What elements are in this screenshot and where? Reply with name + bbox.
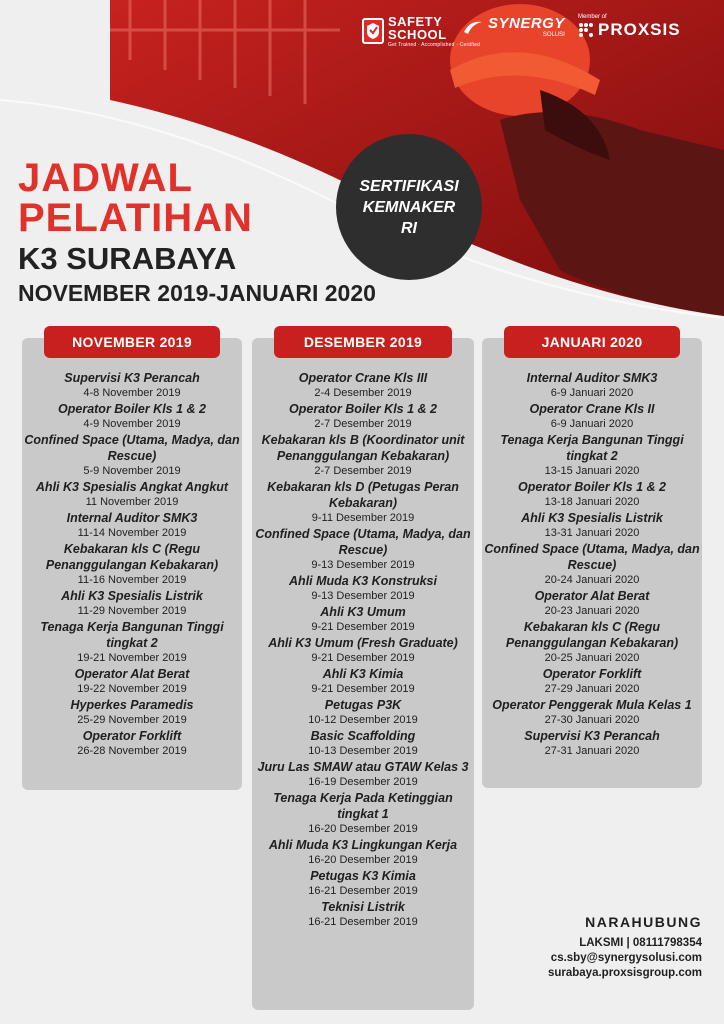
course-date: 20-24 Januari 2020 bbox=[544, 574, 640, 586]
schedule-item bbox=[252, 604, 474, 634]
schedule-item bbox=[252, 432, 474, 478]
safety-school-badge-icon bbox=[362, 18, 384, 44]
course-name: Internal Auditor SMK3 bbox=[526, 371, 658, 385]
course-name: Confined Space (Utama, Madya, dan Rescue) bbox=[255, 527, 471, 557]
schedule-item bbox=[252, 573, 474, 603]
schedule-column-desember bbox=[252, 334, 474, 1010]
course-date: 16-20 Desember 2019 bbox=[308, 854, 418, 866]
headline-city: K3 SURABAYA bbox=[18, 241, 237, 276]
course-date: 20-23 Januari 2020 bbox=[544, 605, 640, 617]
course-name: Kebakaran kls B (Koordinator unit Penanggulangan Kebakaran) bbox=[261, 433, 465, 463]
schedule-item bbox=[22, 728, 242, 758]
course-date: 27-30 Januari 2020 bbox=[544, 714, 640, 726]
schedule-item bbox=[482, 370, 702, 400]
course-date: 2-4 Desember 2019 bbox=[314, 387, 412, 399]
schedule-item bbox=[22, 432, 242, 478]
column-header-november: NOVEMBER 2019 bbox=[44, 326, 220, 358]
schedule-item bbox=[252, 401, 474, 431]
schedule-item bbox=[252, 479, 474, 525]
course-date: 4-8 November 2019 bbox=[83, 387, 181, 399]
schedule-item bbox=[22, 541, 242, 587]
course-name: Operator Crane Kls II bbox=[529, 402, 655, 416]
certification-line1: SERTIFIKASI bbox=[359, 177, 459, 195]
course-date: 26-28 November 2019 bbox=[77, 745, 187, 757]
safety-school-tagline: Get Trained · Accomplished · Certified bbox=[388, 41, 481, 48]
course-date: 4-9 November 2019 bbox=[83, 418, 181, 430]
schedule-item bbox=[482, 619, 702, 665]
course-date: 27-31 Januari 2020 bbox=[544, 745, 640, 757]
course-date: 5-9 November 2019 bbox=[83, 465, 181, 477]
course-name: Ahli K3 Umum (Fresh Graduate) bbox=[268, 636, 458, 650]
contact-email[interactable]: cs.sby@synergysolusi.com bbox=[550, 952, 702, 964]
schedule-item bbox=[22, 619, 242, 665]
course-name: Operator Forklift bbox=[82, 729, 182, 743]
schedule-item bbox=[482, 588, 702, 618]
safety-school-line1: SAFETY bbox=[388, 13, 443, 29]
course-date: 13-18 Januari 2020 bbox=[544, 496, 640, 508]
schedule-column-november bbox=[22, 334, 242, 790]
course-name: Juru Las SMAW atau GTAW Kelas 3 bbox=[257, 760, 469, 774]
contact-title: NARAHUBUNG bbox=[585, 914, 702, 930]
course-date: 13-31 Januari 2020 bbox=[544, 527, 640, 539]
course-name: Basic Scaffolding bbox=[310, 729, 416, 743]
course-name: Ahli K3 Kimia bbox=[322, 667, 404, 681]
course-date: 11-14 November 2019 bbox=[77, 527, 187, 539]
schedule-item bbox=[22, 370, 242, 400]
course-name: Ahli Muda K3 Lingkungan Kerja bbox=[268, 838, 458, 852]
course-date: 2-7 Desember 2019 bbox=[314, 465, 412, 477]
proxsis-member-label: Member of bbox=[578, 14, 607, 20]
course-name: Tenaga Kerja Bangunan Tinggi tingkat 2 bbox=[40, 620, 224, 650]
schedule-item bbox=[482, 401, 702, 431]
headline-line2: PELATIHAN bbox=[18, 196, 253, 240]
course-name: Kebakaran kls C (Regu Penanggulangan Kebakaran) bbox=[45, 542, 219, 572]
course-name: Petugas K3 Kimia bbox=[310, 869, 416, 883]
schedule-list bbox=[22, 370, 242, 759]
column-header-desember: DESEMBER 2019 bbox=[274, 326, 452, 358]
schedule-item bbox=[252, 868, 474, 898]
course-date: 19-21 November 2019 bbox=[77, 652, 187, 664]
schedule-list bbox=[252, 370, 474, 930]
course-name: Internal Auditor SMK3 bbox=[66, 511, 198, 525]
course-date: 2-7 Desember 2019 bbox=[314, 418, 412, 430]
schedule-item bbox=[252, 837, 474, 867]
headline-line1: JADWAL bbox=[18, 156, 193, 200]
contact-block bbox=[548, 914, 702, 981]
course-name: Operator Forklift bbox=[542, 667, 642, 681]
course-date: 16-21 Desember 2019 bbox=[308, 916, 418, 928]
schedule-item bbox=[252, 759, 474, 789]
course-date: 9-13 Desember 2019 bbox=[311, 590, 415, 602]
contact-website[interactable]: surabaya.proxsisgroup.com bbox=[547, 967, 702, 979]
schedule-item bbox=[482, 728, 702, 758]
course-name: Teknisi Listrik bbox=[321, 900, 405, 914]
course-name: Tenaga Kerja Pada Ketinggian tingkat 1 bbox=[273, 791, 453, 821]
column-header-januari: JANUARI 2020 bbox=[504, 326, 680, 358]
schedule-item bbox=[482, 697, 702, 727]
course-name: Operator Alat Berat bbox=[74, 667, 190, 681]
certification-line3: RI bbox=[401, 219, 417, 237]
course-name: Operator Crane Kls III bbox=[298, 371, 428, 385]
schedule-item bbox=[252, 790, 474, 836]
schedule-list bbox=[482, 370, 702, 759]
course-date: 16-20 Desember 2019 bbox=[308, 823, 418, 835]
proxsis-name: PROXSIS bbox=[598, 20, 681, 39]
course-name: Ahli K3 Spesialis Listrik bbox=[521, 511, 663, 525]
course-date: 20-25 Januari 2020 bbox=[544, 652, 640, 664]
course-date: 6-9 Januari 2020 bbox=[550, 418, 634, 430]
course-date: 11 November 2019 bbox=[85, 496, 179, 508]
synergy-swoosh-icon bbox=[462, 18, 484, 36]
schedule-item bbox=[252, 526, 474, 572]
course-date: 16-21 Desember 2019 bbox=[308, 885, 418, 897]
course-date: 6-9 Januari 2020 bbox=[550, 387, 634, 399]
course-name: Operator Boiler Kls 1 & 2 bbox=[289, 402, 437, 416]
course-name: Tenaga Kerja Bangunan Tinggi tingkat 2 bbox=[500, 433, 684, 463]
course-name: Operator Boiler Kls 1 & 2 bbox=[58, 402, 206, 416]
course-name: Ahli K3 Spesialis Listrik bbox=[61, 589, 203, 603]
course-name: Operator Boiler Kls 1 & 2 bbox=[518, 480, 666, 494]
course-name: Kebakaran kls C (Regu Penanggulangan Kebakaran) bbox=[505, 620, 679, 650]
course-name: Ahli K3 Spesialis Angkat Angkut bbox=[35, 480, 229, 494]
schedule-item bbox=[482, 432, 702, 478]
proxsis-logo bbox=[578, 14, 681, 40]
course-name: Hyperkes Paramedis bbox=[70, 698, 194, 712]
course-name: Ahli Muda K3 Konstruksi bbox=[289, 574, 437, 588]
schedule-column-januari bbox=[482, 334, 702, 788]
course-date: 16-19 Desember 2019 bbox=[308, 776, 418, 788]
course-date: 11-29 November 2019 bbox=[77, 605, 187, 617]
course-name: Ahli K3 Umum bbox=[320, 605, 406, 619]
course-name: Operator Penggerak Mula Kelas 1 bbox=[492, 698, 692, 712]
course-date: 10-13 Desember 2019 bbox=[308, 745, 418, 757]
certification-badge bbox=[336, 134, 482, 280]
course-name: Petugas P3K bbox=[324, 698, 402, 712]
safety-school-line2: SCHOOL bbox=[388, 26, 447, 42]
course-date: 10-12 Desember 2019 bbox=[308, 714, 418, 726]
schedule-item bbox=[252, 370, 474, 400]
schedule-item bbox=[252, 899, 474, 929]
course-date: 9-13 Desember 2019 bbox=[311, 559, 415, 571]
schedule-item bbox=[22, 666, 242, 696]
schedule-item bbox=[22, 479, 242, 509]
course-date: 25-29 November 2019 bbox=[77, 714, 187, 726]
synergy-logo bbox=[462, 16, 565, 38]
schedule-item bbox=[22, 401, 242, 431]
course-date: 9-21 Desember 2019 bbox=[311, 652, 415, 664]
course-date: 13-15 Januari 2020 bbox=[544, 465, 640, 477]
headline bbox=[18, 158, 376, 307]
schedule-item bbox=[482, 541, 702, 587]
course-name: Operator Alat Berat bbox=[534, 589, 650, 603]
schedule-item bbox=[482, 479, 702, 509]
course-name: Supervisi K3 Perancah bbox=[524, 729, 660, 743]
course-date: 9-11 Desember 2019 bbox=[311, 512, 415, 524]
schedule-item bbox=[482, 666, 702, 696]
course-date: 11-16 November 2019 bbox=[77, 574, 187, 586]
schedule-item bbox=[22, 697, 242, 727]
course-date: 9-21 Desember 2019 bbox=[311, 683, 415, 695]
contact-person: LAKSMI | 08111798354 bbox=[579, 937, 702, 949]
course-name: Confined Space (Utama, Madya, dan Rescue) bbox=[24, 433, 240, 463]
schedule-item bbox=[22, 510, 242, 540]
headline-period: NOVEMBER 2019-JANUARI 2020 bbox=[18, 280, 376, 306]
course-name: Confined Space (Utama, Madya, dan Rescue) bbox=[484, 542, 700, 572]
course-date: 19-22 November 2019 bbox=[77, 683, 187, 695]
schedule-item bbox=[482, 510, 702, 540]
schedule-item bbox=[252, 666, 474, 696]
schedule-item bbox=[252, 728, 474, 758]
course-name: Supervisi K3 Perancah bbox=[64, 371, 200, 385]
course-date: 27-29 Januari 2020 bbox=[544, 683, 640, 695]
synergy-name: SYNERGY bbox=[488, 15, 565, 32]
proxsis-dots-icon bbox=[578, 22, 594, 38]
course-name: Kebakaran kls D (Petugas Peran Kebakaran) bbox=[267, 480, 459, 510]
synergy-sub: SOLUSI bbox=[542, 32, 565, 38]
schedule-item bbox=[22, 588, 242, 618]
course-date: 9-21 Desember 2019 bbox=[311, 621, 415, 633]
schedule-item bbox=[252, 697, 474, 727]
schedule-item bbox=[252, 635, 474, 665]
certification-line2: KEMNAKER bbox=[362, 198, 456, 216]
